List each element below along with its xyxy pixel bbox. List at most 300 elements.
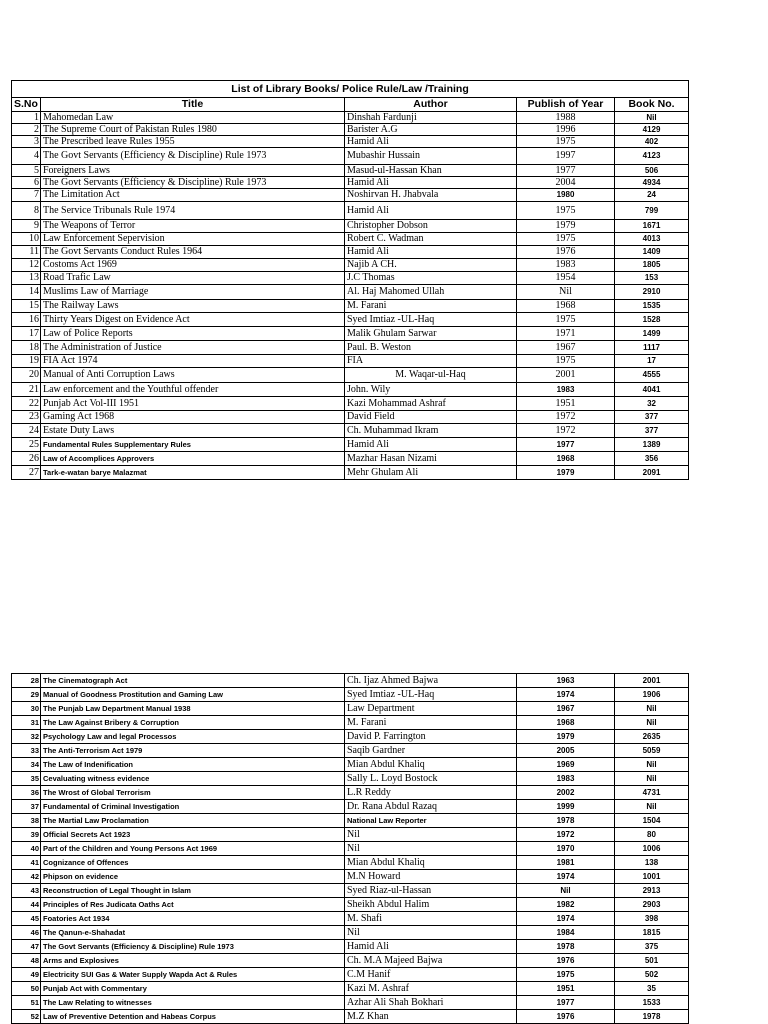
cell-book-no: 375 <box>615 940 689 954</box>
cell-author: Saqib Gardner <box>345 744 517 758</box>
cell-book-no: Nil <box>615 772 689 786</box>
cell-author: Al. Haj Mahomed Ullah <box>345 285 517 300</box>
cell-author: M. Farani <box>345 716 517 730</box>
cell-year: 1974 <box>517 688 615 702</box>
table-row <box>12 285 689 300</box>
cell-year: 1974 <box>517 912 615 926</box>
cell-sno: 23 <box>12 411 41 424</box>
cell-year: 1997 <box>517 148 615 165</box>
cell-author: Dinshah Fardunji <box>345 112 517 124</box>
cell-book-no: 4041 <box>615 383 689 397</box>
cell-book-no: 377 <box>615 411 689 424</box>
cell-year: 2001 <box>517 368 615 383</box>
cell-author: Noshirvan H. Jhabvala <box>345 189 517 202</box>
table-row <box>12 758 689 772</box>
cell-year: 1977 <box>517 165 615 177</box>
cell-year: Nil <box>517 884 615 898</box>
table-row <box>12 842 689 856</box>
cell-title: Manual of Anti Corruption Laws <box>41 368 345 383</box>
cell-book-no: 4731 <box>615 786 689 800</box>
cell-title: The Limitation Act <box>41 189 345 202</box>
cell-year: 1974 <box>517 870 615 884</box>
cell-book-no: 2001 <box>615 674 689 688</box>
cell-sno: 44 <box>12 898 41 912</box>
cell-title: The Supreme Court of Pakistan Rules 1980 <box>41 124 345 136</box>
cell-sno: 45 <box>12 912 41 926</box>
cell-author: Barister A.G <box>345 124 517 136</box>
table-row <box>12 674 689 688</box>
cell-year: 1968 <box>517 300 615 313</box>
cell-author: FIA <box>345 355 517 368</box>
cell-year: 2004 <box>517 177 615 189</box>
table-row <box>12 982 689 996</box>
cell-author: M. Waqar-ul-Haq <box>345 368 517 383</box>
cell-author: Dr. Rana Abdul Razaq <box>345 800 517 814</box>
cell-book-no: 2913 <box>615 884 689 898</box>
cell-title: Official Secrets Act 1923 <box>41 828 345 842</box>
cell-title: Principles of Res Judicata Oaths Act <box>41 898 345 912</box>
cell-year: Nil <box>517 285 615 300</box>
library-books-table <box>11 80 689 480</box>
cell-sno: 21 <box>12 383 41 397</box>
cell-title: The Service Tribunals Rule 1974 <box>41 202 345 220</box>
table-row <box>12 856 689 870</box>
cell-author: Law Department <box>345 702 517 716</box>
cell-sno: 37 <box>12 800 41 814</box>
cell-title: Thirty Years Digest on Evidence Act <box>41 313 345 327</box>
cell-book-no: 32 <box>615 397 689 411</box>
table-row <box>12 189 689 202</box>
cell-book-no: 2903 <box>615 898 689 912</box>
table-row <box>12 772 689 786</box>
cell-book-no: 356 <box>615 452 689 466</box>
table-heading: List of Library Books/ Police Rule/Law /Training <box>12 81 689 98</box>
cell-title: Cevaluating witness evidence <box>41 772 345 786</box>
cell-sno: 13 <box>12 272 41 285</box>
column-header-title: Title <box>41 98 345 112</box>
cell-year: 1999 <box>517 800 615 814</box>
table-row <box>12 438 689 452</box>
cell-year: 1978 <box>517 940 615 954</box>
cell-author: L.R Reddy <box>345 786 517 800</box>
cell-year: 1975 <box>517 313 615 327</box>
cell-author: Hamid Ali <box>345 438 517 452</box>
cell-title: Fundamental of Criminal Investigation <box>41 800 345 814</box>
cell-author: Hamid Ali <box>345 177 517 189</box>
column-header-author: Author <box>345 98 517 112</box>
cell-year: 1976 <box>517 1010 615 1024</box>
cell-author: David P. Farrington <box>345 730 517 744</box>
cell-title: Punjab Act Vol-III 1951 <box>41 397 345 411</box>
cell-year: 1988 <box>517 112 615 124</box>
cell-sno: 11 <box>12 246 41 259</box>
cell-sno: 10 <box>12 233 41 246</box>
cell-sno: 52 <box>12 1010 41 1024</box>
cell-title: Costoms Act 1969 <box>41 259 345 272</box>
cell-year: 1983 <box>517 383 615 397</box>
cell-author: Mazhar Hasan Nizami <box>345 452 517 466</box>
table-row <box>12 828 689 842</box>
cell-title: The Govt Servants (Efficiency & Discipline) Rule 1973 <box>41 177 345 189</box>
cell-book-no: Nil <box>615 716 689 730</box>
column-header-year: Publish of Year <box>517 98 615 112</box>
cell-sno: 50 <box>12 982 41 996</box>
cell-year: 1972 <box>517 411 615 424</box>
cell-book-no: 1978 <box>615 1010 689 1024</box>
cell-book-no: 153 <box>615 272 689 285</box>
cell-book-no: 1528 <box>615 313 689 327</box>
cell-author: Azhar Ali Shah Bokhari <box>345 996 517 1010</box>
table-row <box>12 148 689 165</box>
cell-year: 1980 <box>517 189 615 202</box>
cell-author: Najib A CH. <box>345 259 517 272</box>
cell-book-no: 1535 <box>615 300 689 313</box>
cell-title: The Anti-Terrorism Act 1979 <box>41 744 345 758</box>
table-row <box>12 411 689 424</box>
cell-year: 1996 <box>517 124 615 136</box>
cell-sno: 24 <box>12 424 41 438</box>
cell-sno: 2 <box>12 124 41 136</box>
cell-book-no: 502 <box>615 968 689 982</box>
cell-author: Sheikh Abdul Halim <box>345 898 517 912</box>
cell-sno: 29 <box>12 688 41 702</box>
cell-title: The Railway Laws <box>41 300 345 313</box>
cell-sno: 17 <box>12 327 41 341</box>
cell-title: Foreigners Laws <box>41 165 345 177</box>
cell-sno: 31 <box>12 716 41 730</box>
cell-title: The Martial Law Proclamation <box>41 814 345 828</box>
cell-author: Kazi M. Ashraf <box>345 982 517 996</box>
cell-year: 1971 <box>517 327 615 341</box>
cell-year: 1975 <box>517 136 615 148</box>
cell-title: Law enforcement and the Youthful offender <box>41 383 345 397</box>
table-row <box>12 124 689 136</box>
cell-sno: 51 <box>12 996 41 1010</box>
cell-author: Christopher Dobson <box>345 220 517 233</box>
cell-year: 1967 <box>517 702 615 716</box>
cell-author: Hamid Ali <box>345 940 517 954</box>
cell-sno: 7 <box>12 189 41 202</box>
table-row <box>12 424 689 438</box>
table-row <box>12 898 689 912</box>
cell-title: The Weapons of Terror <box>41 220 345 233</box>
cell-title: Punjab Act with Commentary <box>41 982 345 996</box>
cell-book-no: 35 <box>615 982 689 996</box>
table-row <box>12 272 689 285</box>
cell-book-no: Nil <box>615 112 689 124</box>
cell-author: Kazi Mohammad Ashraf <box>345 397 517 411</box>
cell-book-no: 506 <box>615 165 689 177</box>
cell-year: 1979 <box>517 730 615 744</box>
table-row <box>12 177 689 189</box>
table-row <box>12 954 689 968</box>
cell-sno: 27 <box>12 466 41 480</box>
table-row <box>12 996 689 1010</box>
cell-book-no: 1906 <box>615 688 689 702</box>
cell-author: John. Wily <box>345 383 517 397</box>
cell-book-no: Nil <box>615 702 689 716</box>
table-row <box>12 246 689 259</box>
cell-book-no: 1409 <box>615 246 689 259</box>
cell-year: 1975 <box>517 968 615 982</box>
cell-sno: 40 <box>12 842 41 856</box>
cell-book-no: 398 <box>615 912 689 926</box>
cell-year: 2002 <box>517 786 615 800</box>
cell-year: 1981 <box>517 856 615 870</box>
table-row <box>12 702 689 716</box>
cell-author: National Law Reporter <box>345 814 517 828</box>
cell-sno: 9 <box>12 220 41 233</box>
cell-sno: 47 <box>12 940 41 954</box>
cell-book-no: 1504 <box>615 814 689 828</box>
cell-book-no: 4013 <box>615 233 689 246</box>
cell-sno: 25 <box>12 438 41 452</box>
cell-author: M.N Howard <box>345 870 517 884</box>
cell-title: Cognizance of Offences <box>41 856 345 870</box>
cell-sno: 15 <box>12 300 41 313</box>
cell-sno: 20 <box>12 368 41 383</box>
table-row <box>12 814 689 828</box>
cell-year: 1963 <box>517 674 615 688</box>
cell-author: Malik Ghulam Sarwar <box>345 327 517 341</box>
table-row <box>12 800 689 814</box>
cell-author: Ch. Ijaz Ahmed Bajwa <box>345 674 517 688</box>
cell-book-no: 17 <box>615 355 689 368</box>
cell-author: Syed Imtiaz -UL-Haq <box>345 688 517 702</box>
cell-sno: 3 <box>12 136 41 148</box>
cell-year: 1976 <box>517 954 615 968</box>
cell-year: 1975 <box>517 202 615 220</box>
table-row <box>12 368 689 383</box>
cell-year: 1951 <box>517 982 615 996</box>
cell-title: Law Enforcement Sepervision <box>41 233 345 246</box>
cell-title: Arms and Explosives <box>41 954 345 968</box>
cell-author: Syed Imtiaz -UL-Haq <box>345 313 517 327</box>
cell-author: Paul. B. Weston <box>345 341 517 355</box>
cell-book-no: 1117 <box>615 341 689 355</box>
table-row <box>12 940 689 954</box>
cell-title: The Govt Servants Conduct Rules 1964 <box>41 246 345 259</box>
cell-title: Mahomedan Law <box>41 112 345 124</box>
cell-book-no: 4555 <box>615 368 689 383</box>
cell-year: 2005 <box>517 744 615 758</box>
cell-sno: 6 <box>12 177 41 189</box>
cell-author: Nil <box>345 842 517 856</box>
cell-book-no: 1001 <box>615 870 689 884</box>
table-row <box>12 688 689 702</box>
cell-title: The Wrost of Global Terrorism <box>41 786 345 800</box>
cell-author: Hamid Ali <box>345 202 517 220</box>
cell-sno: 8 <box>12 202 41 220</box>
cell-sno: 35 <box>12 772 41 786</box>
cell-author: M. Shafi <box>345 912 517 926</box>
cell-title: The Law Against Bribery & Corruption <box>41 716 345 730</box>
table-row <box>12 341 689 355</box>
cell-author: Syed Riaz-ul-Hassan <box>345 884 517 898</box>
table-row <box>12 355 689 368</box>
library-books-table-continued <box>11 673 689 1024</box>
cell-year: 1972 <box>517 424 615 438</box>
cell-book-no: Nil <box>615 800 689 814</box>
cell-book-no: 799 <box>615 202 689 220</box>
cell-sno: 14 <box>12 285 41 300</box>
cell-author: David Field <box>345 411 517 424</box>
cell-sno: 38 <box>12 814 41 828</box>
cell-sno: 1 <box>12 112 41 124</box>
cell-author: Mian Abdul Khaliq <box>345 758 517 772</box>
table-row <box>12 220 689 233</box>
cell-title: The Qanun-e-Shahadat <box>41 926 345 940</box>
cell-book-no: 2910 <box>615 285 689 300</box>
cell-book-no: Nil <box>615 758 689 772</box>
cell-title: The Administration of Justice <box>41 341 345 355</box>
cell-title: FIA Act 1974 <box>41 355 345 368</box>
cell-title: The Govt Servants (Efficiency & Discipline) Rule 1973 <box>41 148 345 165</box>
cell-year: 1967 <box>517 341 615 355</box>
cell-year: 1977 <box>517 438 615 452</box>
cell-author: Mian Abdul Khaliq <box>345 856 517 870</box>
table-row <box>12 383 689 397</box>
cell-title: Muslims Law of Marriage <box>41 285 345 300</box>
cell-author: Sally L. Loyd Bostock <box>345 772 517 786</box>
cell-title: Part of the Children and Young Persons Act 1969 <box>41 842 345 856</box>
cell-book-no: 24 <box>615 189 689 202</box>
table-row <box>12 202 689 220</box>
cell-book-no: 1006 <box>615 842 689 856</box>
cell-title: Law of Preventive Detention and Habeas Corpus <box>41 1010 345 1024</box>
cell-title: Law of Accomplices Approvers <box>41 452 345 466</box>
cell-book-no: 4129 <box>615 124 689 136</box>
cell-book-no: 1671 <box>615 220 689 233</box>
cell-author: Nil <box>345 926 517 940</box>
cell-title: The Punjab Law Department Manual 1938 <box>41 702 345 716</box>
table-row <box>12 1010 689 1024</box>
cell-author: Masud-ul-Hassan Khan <box>345 165 517 177</box>
cell-sno: 18 <box>12 341 41 355</box>
table-row <box>12 136 689 148</box>
cell-year: 1983 <box>517 259 615 272</box>
cell-book-no: 1389 <box>615 438 689 452</box>
table-row <box>12 926 689 940</box>
cell-author: Hamid Ali <box>345 136 517 148</box>
cell-sno: 22 <box>12 397 41 411</box>
cell-author: Nil <box>345 828 517 842</box>
table-row <box>12 327 689 341</box>
table-row <box>12 259 689 272</box>
cell-title: Phipson on evidence <box>41 870 345 884</box>
cell-year: 1979 <box>517 466 615 480</box>
cell-sno: 12 <box>12 259 41 272</box>
cell-sno: 43 <box>12 884 41 898</box>
table-row <box>12 112 689 124</box>
column-header-sno: S.No <box>12 98 41 112</box>
cell-year: 1984 <box>517 926 615 940</box>
table-row <box>12 233 689 246</box>
cell-author: M. Farani <box>345 300 517 313</box>
table-row <box>12 912 689 926</box>
cell-sno: 48 <box>12 954 41 968</box>
cell-sno: 32 <box>12 730 41 744</box>
cell-author: Ch. M.A Majeed Bajwa <box>345 954 517 968</box>
cell-year: 1976 <box>517 246 615 259</box>
cell-book-no: 4934 <box>615 177 689 189</box>
cell-title: The Prescribed leave Rules 1955 <box>41 136 345 148</box>
table-row <box>12 870 689 884</box>
cell-book-no: 1815 <box>615 926 689 940</box>
cell-sno: 30 <box>12 702 41 716</box>
cell-book-no: 377 <box>615 424 689 438</box>
table-row <box>12 466 689 480</box>
cell-year: 1977 <box>517 996 615 1010</box>
cell-year: 1983 <box>517 772 615 786</box>
table-row <box>12 716 689 730</box>
cell-sno: 42 <box>12 870 41 884</box>
cell-book-no: 2635 <box>615 730 689 744</box>
column-header-book-no: Book No. <box>615 98 689 112</box>
table-row <box>12 884 689 898</box>
cell-sno: 16 <box>12 313 41 327</box>
cell-book-no: 1499 <box>615 327 689 341</box>
table-row <box>12 786 689 800</box>
cell-book-no: 5059 <box>615 744 689 758</box>
cell-author: Robert C. Wadman <box>345 233 517 246</box>
cell-author: Ch. Muhammad Ikram <box>345 424 517 438</box>
cell-title: Gaming Act 1968 <box>41 411 345 424</box>
cell-sno: 46 <box>12 926 41 940</box>
cell-author: Hamid Ali <box>345 246 517 259</box>
cell-title: The Cinematograph Act <box>41 674 345 688</box>
cell-year: 1978 <box>517 814 615 828</box>
table-row <box>12 165 689 177</box>
cell-title: The Govt Servants (Efficiency & Discipline) Rule 1973 <box>41 940 345 954</box>
cell-year: 1954 <box>517 272 615 285</box>
cell-title: Tark-e-watan barye Malazmat <box>41 466 345 480</box>
cell-book-no: 138 <box>615 856 689 870</box>
cell-title: Estate Duty Laws <box>41 424 345 438</box>
table-row <box>12 397 689 411</box>
cell-sno: 33 <box>12 744 41 758</box>
cell-title: Law of Police Reports <box>41 327 345 341</box>
cell-sno: 4 <box>12 148 41 165</box>
cell-year: 1982 <box>517 898 615 912</box>
table-row <box>12 744 689 758</box>
cell-year: 1968 <box>517 716 615 730</box>
cell-year: 1972 <box>517 828 615 842</box>
cell-sno: 36 <box>12 786 41 800</box>
cell-sno: 19 <box>12 355 41 368</box>
cell-title: Manual of Goodness Prostitution and Gaming Law <box>41 688 345 702</box>
cell-book-no: 80 <box>615 828 689 842</box>
cell-sno: 34 <box>12 758 41 772</box>
cell-sno: 26 <box>12 452 41 466</box>
cell-year: 1979 <box>517 220 615 233</box>
cell-sno: 49 <box>12 968 41 982</box>
cell-sno: 39 <box>12 828 41 842</box>
cell-author: Mehr Ghulam Ali <box>345 466 517 480</box>
cell-title: Psychology Law and legal Processos <box>41 730 345 744</box>
cell-year: 1975 <box>517 355 615 368</box>
table-row <box>12 452 689 466</box>
cell-year: 1951 <box>517 397 615 411</box>
cell-author: Mubashir Hussain <box>345 148 517 165</box>
cell-author: J.C Thomas <box>345 272 517 285</box>
cell-author: M.Z Khan <box>345 1010 517 1024</box>
cell-year: 1969 <box>517 758 615 772</box>
cell-title: Fundamental Rules Supplementary Rules <box>41 438 345 452</box>
cell-book-no: 2091 <box>615 466 689 480</box>
cell-book-no: 402 <box>615 136 689 148</box>
cell-title: The Law of Indenification <box>41 758 345 772</box>
